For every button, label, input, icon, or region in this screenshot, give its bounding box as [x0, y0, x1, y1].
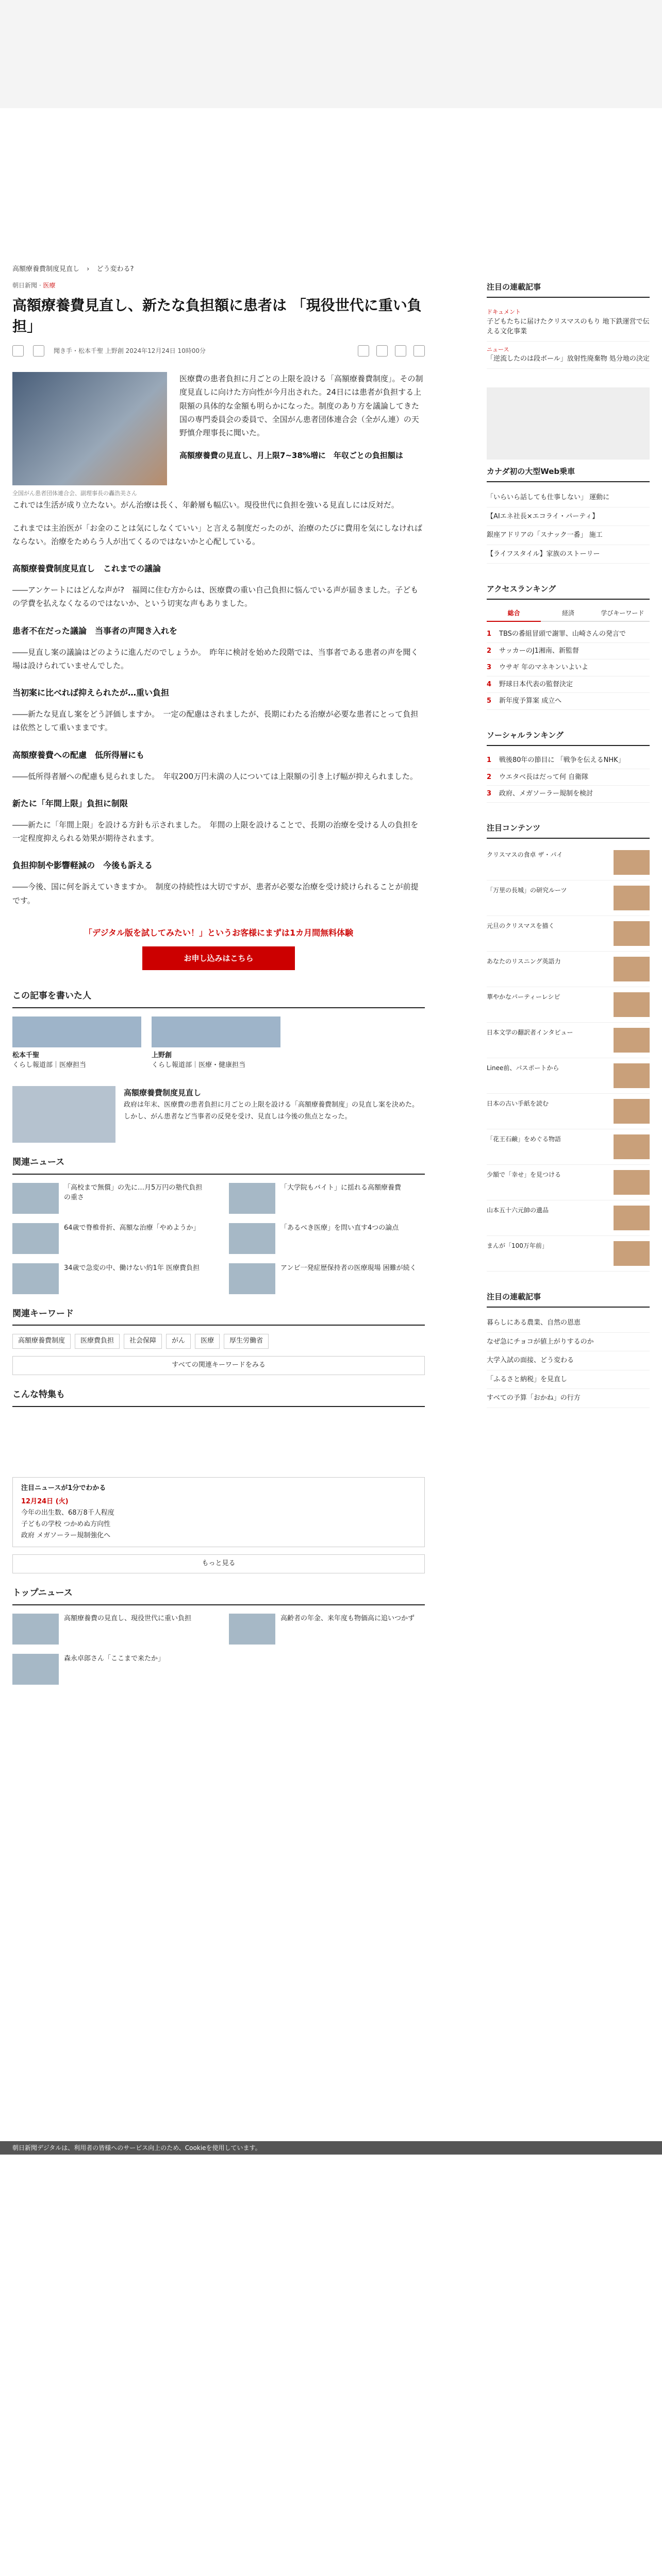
- news-thumb: [12, 1223, 59, 1254]
- news-item[interactable]: [12, 1223, 208, 1254]
- social-item[interactable]: 3 政府、メガソーラー規制を検討: [487, 786, 650, 803]
- topnews-thumb: [12, 1654, 59, 1685]
- section-heading: 高額療養費制度見直し これまでの議論: [12, 564, 161, 574]
- category-tag[interactable]: 医療: [43, 282, 56, 289]
- cookie-notice[interactable]: 朝日新聞デジタルは、利用者の皆様へのサービス向上のため、Cookieを使用しています。: [0, 2141, 662, 2155]
- social-text: ウエタベ長はだって何 自衛隊: [499, 773, 589, 781]
- article-meta: 朝日新聞 · 医療: [12, 282, 56, 289]
- author-avatar: [152, 1016, 280, 1047]
- book-link[interactable]: 暮らしにある農業、自然の恩恵: [487, 1314, 650, 1333]
- ranking-item[interactable]: 5 新年度予算案 成立へ: [487, 693, 650, 710]
- content-text: Linee前、パスポートから: [487, 1064, 559, 1072]
- author-card[interactable]: [152, 1016, 280, 1071]
- news-thumb: [229, 1223, 275, 1254]
- content-item[interactable]: [487, 952, 650, 987]
- content-text: 「花王石鹸」をめぐる物語: [487, 1135, 561, 1143]
- author-name: 松本千聖: [12, 1051, 40, 1059]
- social-text: 政府、メガソーラー規制を検討: [499, 790, 593, 798]
- section-heading: 当初案に比べれば抑えられたが…重い負担: [12, 688, 170, 698]
- topnews-item[interactable]: [12, 1654, 208, 1685]
- content-text: 華やかなパーティーレシピ: [487, 993, 560, 1001]
- ranking-tabs: [487, 606, 650, 622]
- topnews-item[interactable]: [229, 1614, 425, 1645]
- more-button[interactable]: もっと見る: [12, 1554, 425, 1573]
- topic-thumb: [12, 1086, 115, 1143]
- news-text: アンビ一発症歴保持者の医療現場 困難が続く: [280, 1264, 417, 1272]
- content-thumb: [614, 1134, 650, 1159]
- ranking-text: ウサギ 年のマネキンいよいよ: [499, 664, 589, 672]
- content-text: 日本の古い手紙を読む: [487, 1099, 549, 1107]
- digest-title: 注目ニュースが1分でわかる: [21, 1484, 106, 1492]
- news-text: 34歳で急変の中、働けない約1年 医療費負担: [64, 1264, 200, 1272]
- news-text: 「大学院もバイト」に揺れる高額療養費: [280, 1183, 402, 1192]
- content-item[interactable]: [487, 1023, 650, 1058]
- news-text: 「高校まで無償」の先に…月5万円の塾代負担の重さ: [64, 1183, 203, 1202]
- social-title: ソーシャルランキング: [487, 728, 650, 746]
- author-desc: くらし報道部｜医療・健康担当: [152, 1061, 246, 1070]
- content-text: 少額で「幸せ」を見つける: [487, 1171, 561, 1178]
- keyword-chip[interactable]: 社会保障: [124, 1334, 162, 1349]
- topnews-text: 高額療養費の見直し、現役世代に重い負担: [64, 1614, 192, 1622]
- content-item[interactable]: [487, 1058, 650, 1094]
- print-icon[interactable]: [33, 345, 44, 357]
- sidebar-link[interactable]: 「いらいら話しても仕事しない」 運動に: [487, 488, 650, 507]
- ranking-item[interactable]: 3 ウサギ 年のマネキンいよいよ: [487, 659, 650, 676]
- lead-paragraph: 医療費の患者負担に月ごとの上限を設ける「高額療養費制度」。その制度見直しに向けた方向性が今月出された。24日には患者が負担する上限額の具体的な金額も明らかになった。制度のあり方を議論してきた国の専門委員会の委員で、全国がん患者団体連合会（全がん連）の天野慎介理事長に聞いた。: [179, 374, 423, 438]
- content-thumb: [614, 1099, 650, 1124]
- content-item[interactable]: [487, 987, 650, 1023]
- news-item[interactable]: [12, 1263, 208, 1294]
- book-link[interactable]: すべての予算「おかね」の行方: [487, 1389, 650, 1408]
- hatena-icon[interactable]: [395, 345, 406, 357]
- content-item[interactable]: [487, 1165, 650, 1200]
- section-body: ――今後、国に何を訴えていきますか。 制度の持続性は大切ですが、患者が必要な治療を受け続けられることが前提です。: [12, 882, 419, 905]
- news-item[interactable]: [12, 1183, 208, 1214]
- content-text: まんが「100万年前」: [487, 1242, 548, 1249]
- digest-item[interactable]: 子どもの学校 つかめぬ方向性: [21, 1520, 111, 1528]
- sidebar-ad[interactable]: [487, 387, 650, 460]
- keyword-chip[interactable]: 高額療養費制度: [12, 1334, 71, 1349]
- subscription-promo: [12, 926, 425, 970]
- related-link[interactable]: 高額療養費の見直し、月上限7~38%増に 年収ごとの負担額は: [179, 451, 403, 461]
- digest-item[interactable]: 今年の出生数、68万8千人程度: [21, 1509, 114, 1517]
- sidebar-pick[interactable]: [487, 304, 650, 342]
- news-digest: [12, 1477, 425, 1547]
- ranking-item[interactable]: 4 野球日本代表の監督決定: [487, 676, 650, 693]
- section-heading: 新たに「年間上限」負担に制限: [12, 798, 128, 808]
- breadcrumb-item[interactable]: 高額療養費制度見直し: [12, 265, 80, 273]
- book-link[interactable]: 大学入試の面接、どう変わる: [487, 1351, 650, 1370]
- ranking-item[interactable]: 2 サッカーのJ1湘南、新監督: [487, 643, 650, 660]
- breadcrumb: 高額療養費制度見直し › どう変わる?: [12, 265, 134, 273]
- article-photo: [12, 372, 167, 485]
- ad-banner-area: [0, 0, 662, 108]
- news-item[interactable]: [229, 1223, 425, 1254]
- ranking-item[interactable]: 1 TBSの番組冒頭で謝罪、山崎さんの発言で: [487, 626, 650, 643]
- topic-title: 高額療養費制度見直し: [124, 1088, 202, 1097]
- news-text: 「あるべき医療」を問い直す4つの論点: [280, 1224, 399, 1232]
- topnews-text: 高齢者の年金、来年度も物価高に追いつかず: [280, 1614, 415, 1622]
- content-thumb: [614, 1206, 650, 1230]
- book-link[interactable]: なぜ急にチョコが値上がりするのか: [487, 1333, 650, 1352]
- content-thumb: [614, 1063, 650, 1088]
- section-heading: 患者不在だった議論 当事者の声聞き入れを: [12, 625, 178, 636]
- social-text: 戦後80年の節目に 「戦争を伝えるNHK」: [499, 756, 625, 764]
- content-item[interactable]: [487, 845, 650, 880]
- sidebar-pick[interactable]: [487, 342, 650, 369]
- keyword-chip[interactable]: 厚生労働省: [224, 1334, 269, 1349]
- topnews-text: 森永卓郎さん「ここまで来たか」: [64, 1654, 165, 1663]
- content-thumb: [614, 921, 650, 946]
- news-thumb: [12, 1263, 59, 1294]
- ranking-text: サッカーのJ1湘南、新監督: [499, 647, 579, 655]
- author-card[interactable]: [12, 1016, 141, 1071]
- content-text: クリスマスの食卓 ザ・パイ: [487, 851, 563, 858]
- keywords-title: 関連キーワード: [12, 1307, 425, 1326]
- news-thumb: [229, 1263, 275, 1294]
- breadcrumb-item[interactable]: どう変わる?: [96, 265, 134, 273]
- section-body: ――アンケートにはどんな声が? 福岡に住む方からは、医療費の重い自己負担に悩んでいる声が届きました。子どもの学費を払えなくなるのではないか、という切実な声もありました。: [12, 585, 419, 608]
- section-body: ――新たな見直し案をどう評価しますか。 一定の配慮はされましたが、長期にわたる治療が必要な患者にとって負担は依然として重いままです。: [12, 709, 419, 733]
- author-avatar: [12, 1016, 141, 1047]
- keyword-list: [12, 1334, 425, 1349]
- content-thumb: [614, 992, 650, 1017]
- promo-text: 「デジタル版を試してみたい！」というお客様にまずは1カ月間無料体験: [84, 927, 354, 938]
- pick-text: 「逆流したのは段ボール」放射性廃棄物 処分地の決定: [487, 355, 650, 363]
- content-item[interactable]: [487, 1200, 650, 1236]
- authors-title: この記事を書いた人: [12, 989, 425, 1008]
- topnews-item[interactable]: [12, 1614, 208, 1645]
- keyword-chip[interactable]: 医療費負担: [75, 1334, 120, 1349]
- news-item[interactable]: [229, 1183, 425, 1214]
- content-text: 日本文学の翻訳者インタビュー: [487, 1028, 573, 1036]
- source-label: 朝日新聞: [12, 282, 38, 289]
- topic-box[interactable]: [12, 1086, 425, 1143]
- sidebar-link[interactable]: 【AIエネ社長×エコライ・パーティ】: [487, 507, 650, 527]
- news-item[interactable]: [229, 1263, 425, 1294]
- social-item[interactable]: 2 ウエタベ長はだって何 自衛隊: [487, 769, 650, 786]
- body-paragraph: これまでは主治医が「お金のことは気にしなくていい」と言える制度だったのが、治療のたびに費用を気にしなければならない。治療をためらう人が出てくるのではないかと心配している。: [12, 523, 423, 546]
- keyword-chip[interactable]: 医療: [195, 1334, 220, 1349]
- ranking-text: 新年度予算案 成立へ: [499, 697, 562, 705]
- sidebar-ad-title: カナダ初の大型Web乗車: [487, 465, 650, 482]
- sidebar-picks-title: 注目の連載記事: [487, 280, 650, 298]
- topnews-thumb: [12, 1614, 59, 1645]
- topnews-title: トップニュース: [12, 1586, 425, 1605]
- byline: 聞き手・松本千聖 上野創 2024年12月24日 10時00分: [54, 347, 206, 354]
- section-body: ――新たに「年間上限」を設ける方針も示されました。 年間の上限を設けることで、長期の治療を受ける人の負担を一定程度抑えられる効果が期待されます。: [12, 820, 419, 843]
- ranking-text: TBSの番組冒頭で謝罪、山崎さんの発言で: [499, 630, 626, 638]
- content-text: 元旦のクリスマスを描く: [487, 922, 555, 929]
- digest-item[interactable]: 政府 メガソーラー規制強化へ: [21, 1532, 111, 1540]
- bookmark-icon[interactable]: [12, 345, 24, 357]
- content-thumb: [614, 1170, 650, 1195]
- content-thumb: [614, 1241, 650, 1266]
- article-main: [12, 280, 425, 1685]
- x-icon[interactable]: [376, 345, 388, 357]
- content-text: あなたのリスニング英語力: [487, 957, 561, 965]
- news-text: 64歳で脊椎骨折、高額な治療「やめようか」: [64, 1224, 200, 1232]
- content-text: 「万里の長城」の研究ルーツ: [487, 886, 567, 894]
- article-title: 高額療養費見直し、新たな負担額に患者は 「現役世代に重い負担」: [12, 297, 422, 335]
- author-desc: くらし報道部｜医療担当: [12, 1061, 87, 1070]
- books-title: 注目の連載記事: [487, 1290, 650, 1308]
- sidebar-link[interactable]: 銀座アドリアの「スナック一番」 施工: [487, 526, 650, 545]
- content-item[interactable]: [487, 1129, 650, 1165]
- content-text: 山本五十六元帥の遺品: [487, 1206, 549, 1214]
- digest-day: 12月24日 (火): [21, 1497, 69, 1505]
- content-item[interactable]: [487, 1094, 650, 1129]
- facebook-icon[interactable]: [358, 345, 369, 357]
- body-paragraph: これでは生活が成り立たない。がん治療は長く、年齢層も幅広い。現役世代に負担を強いる見直しには反対だ。: [12, 500, 399, 510]
- special-title: こんな特集も: [12, 1387, 425, 1407]
- section-body: ――見直し案の議論はどのように進んだのでしょうか。 昨年に検討を始めた段階では、当事者である患者の声を聞く場は設けられていませんでした。: [12, 647, 419, 670]
- news-thumb: [229, 1183, 275, 1214]
- content-thumb: [614, 886, 650, 910]
- content-item[interactable]: [487, 880, 650, 916]
- topic-text: 政府は年末、医療費の患者負担に月ごとの上限を設ける「高額療養費制度」の見直し案を決めた。しかし、がん患者など当事者の反発を受け、見直しは今後の焦点となった。: [124, 1101, 419, 1121]
- topnews-thumb: [229, 1614, 275, 1645]
- all-keywords-button[interactable]: すべての関連キーワードをみる: [12, 1356, 425, 1375]
- share-bar: [12, 345, 425, 357]
- tab-economy[interactable]: 経済: [541, 606, 595, 622]
- sidebar: [487, 280, 650, 1427]
- tab-overall[interactable]: 総合: [487, 606, 541, 622]
- photo-caption: 全国がん患者団体連合会、副理事長の轟浩美さん: [12, 490, 137, 497]
- pick-label: ニュース: [487, 346, 509, 353]
- tab-keyword[interactable]: 学びキーワード: [595, 606, 650, 622]
- content-item[interactable]: [487, 1236, 650, 1272]
- social-item[interactable]: 1 戦後80年の節目に 「戦争を伝えるNHK」: [487, 752, 650, 769]
- pick-label: ドキュメント: [487, 309, 521, 316]
- section-body: ――低所得者層への配慮も見られました。 年収200万円未満の人については上限額の引き上げ幅が抑えられました。: [12, 771, 418, 781]
- ranking-text: 野球日本代表の監督決定: [499, 680, 573, 688]
- section-heading: 高額療養費への配慮 低所得層にも: [12, 750, 145, 760]
- sidebar-link[interactable]: 【ライフスタイル】家族のストーリー: [487, 545, 650, 564]
- keyword-chip[interactable]: がん: [166, 1334, 191, 1349]
- content-thumb: [614, 1028, 650, 1053]
- section-heading: 負担抑制や影響軽減の 今後も訴える: [12, 860, 153, 871]
- contents-title: 注目コンテンツ: [487, 821, 650, 839]
- content-thumb: [614, 957, 650, 981]
- content-thumb: [614, 850, 650, 875]
- more-share-icon[interactable]: [413, 345, 425, 357]
- ranking-title: アクセスランキング: [487, 582, 650, 600]
- author-name: 上野創: [152, 1051, 172, 1059]
- subscribe-button[interactable]: お申し込みはこちら: [142, 946, 294, 970]
- news-thumb: [12, 1183, 59, 1214]
- content-item[interactable]: [487, 916, 650, 952]
- news-title: 関連ニュース: [12, 1155, 425, 1175]
- book-link[interactable]: 「ふるさと納税」を見直し: [487, 1370, 650, 1389]
- pick-text: 子どもたちに届けたクリスマスのもり 地下鉄運営で伝える文化事業: [487, 317, 650, 336]
